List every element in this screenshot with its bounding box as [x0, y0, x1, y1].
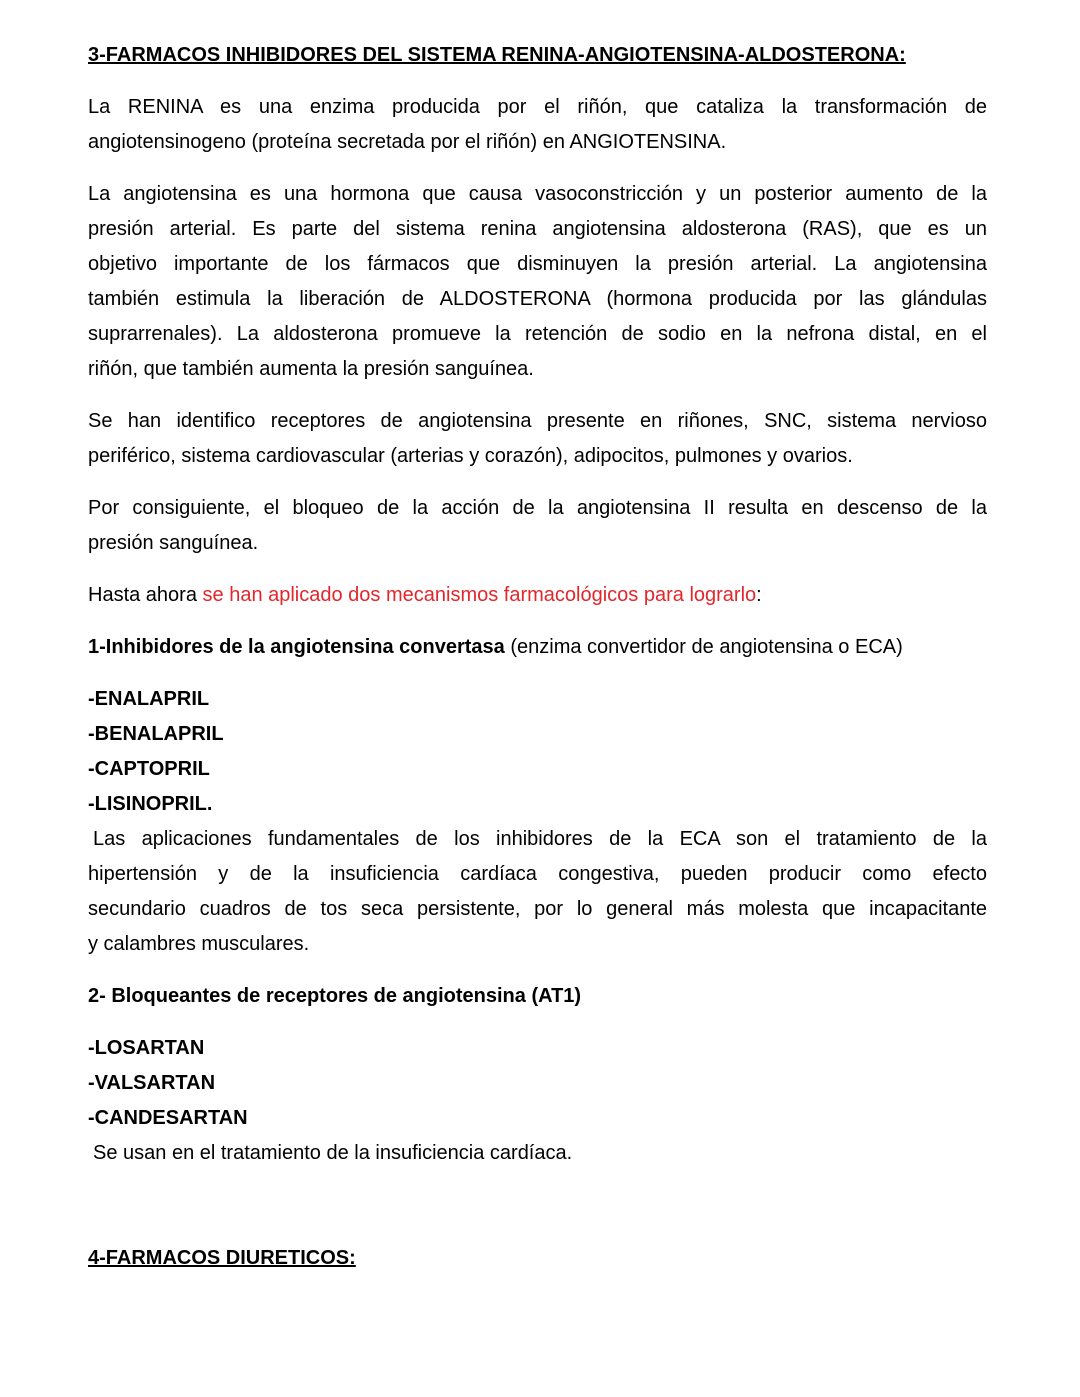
- paragraph-uso: Se usan en el tratamiento de la insuficiencia cardíaca.: [93, 1142, 573, 1164]
- mechanism-1-note: (enzima convertidor de angiotensina o ECA): [504, 636, 903, 658]
- drug-list-eca: [88, 682, 987, 822]
- text-line: Por consiguiente, el bloqueo de la acción de la angiotensina II resulta en descenso de la: [88, 497, 987, 519]
- paragraph-aplicaciones: [88, 822, 987, 962]
- drug-item: -CANDESARTAN: [88, 1107, 248, 1129]
- text-line: secundario cuadros de tos seca persistente, por lo general más molesta que incapacitante: [88, 898, 987, 920]
- drug-item: -ENALAPRIL: [88, 688, 210, 710]
- text-line: Se han identifico receptores de angiotensina presente en riñones, SNC, sistema nervioso: [88, 410, 987, 432]
- text-line: y calambres musculares.: [88, 933, 310, 955]
- text-line: riñón, que también aumenta la presión sanguínea.: [88, 358, 534, 380]
- text-tail: :: [756, 584, 762, 606]
- text-line: presión sanguínea.: [88, 532, 259, 554]
- highlighted-text: se han aplicado dos mecanismos farmacológicos para lograrlo: [202, 584, 757, 606]
- drug-item: -LOSARTAN: [88, 1037, 205, 1059]
- text-line: La RENINA es una enzima producida por el riñón, que cataliza la transformación de: [88, 96, 987, 118]
- text-line: suprarrenales). La aldosterona promueve la retención de sodio en la nefrona distal, en el: [88, 323, 987, 345]
- text-lead: Hasta ahora: [88, 584, 203, 606]
- text-line: también estimula la liberación de ALDOSTERONA (hormona producida por las glándulas: [88, 288, 987, 310]
- text-line: Las aplicaciones fundamentales de los inhibidores de la ECA son el tratamiento de la: [93, 828, 987, 850]
- drug-item: -LISINOPRIL.: [88, 793, 213, 815]
- paragraph-receptores: [88, 404, 987, 474]
- text-line: hipertensión y de la insuficiencia cardíaca congestiva, pueden producir como efecto: [88, 863, 987, 885]
- text-line: objetivo importante de los fármacos que disminuyen la presión arterial. La angiotensina: [88, 253, 987, 275]
- paragraph-angiotensina: [88, 177, 987, 387]
- drug-item: -VALSARTAN: [88, 1072, 216, 1094]
- text-line: periférico, sistema cardiovascular (arterias y corazón), adipocitos, pulmones y ovarios.: [88, 445, 853, 467]
- paragraph-bloqueo: [88, 491, 987, 561]
- drug-item: -BENALAPRIL: [88, 723, 224, 745]
- paragraph-renina: [88, 90, 987, 160]
- text-line: La angiotensina es una hormona que causa vasoconstricción y un posterior aumento de la: [88, 183, 987, 205]
- text-line: presión arterial. Es parte del sistema renina angiotensina aldosterona (RAS), que es un: [88, 218, 987, 240]
- section-heading-3: 3-FARMACOS INHIBIDORES DEL SISTEMA RENINA-ANGIOTENSINA-ALDOSTERONA:: [88, 44, 906, 66]
- mechanism-2-heading: 2- Bloqueantes de receptores de angiotensina (AT1): [88, 985, 582, 1007]
- paragraph-mecanismos: [88, 578, 987, 613]
- document-page: [88, 38, 987, 1276]
- mechanism-1-heading: [88, 630, 987, 665]
- text-line: angiotensinogeno (proteína secretada por el riñón) en ANGIOTENSINA.: [88, 131, 727, 153]
- mechanism-1-title: 1-Inhibidores de la angiotensina convertasa: [88, 636, 505, 658]
- section-heading-4: 4-FARMACOS DIURETICOS:: [88, 1247, 356, 1269]
- drug-list-ara: [88, 1031, 987, 1136]
- drug-item: -CAPTOPRIL: [88, 758, 210, 780]
